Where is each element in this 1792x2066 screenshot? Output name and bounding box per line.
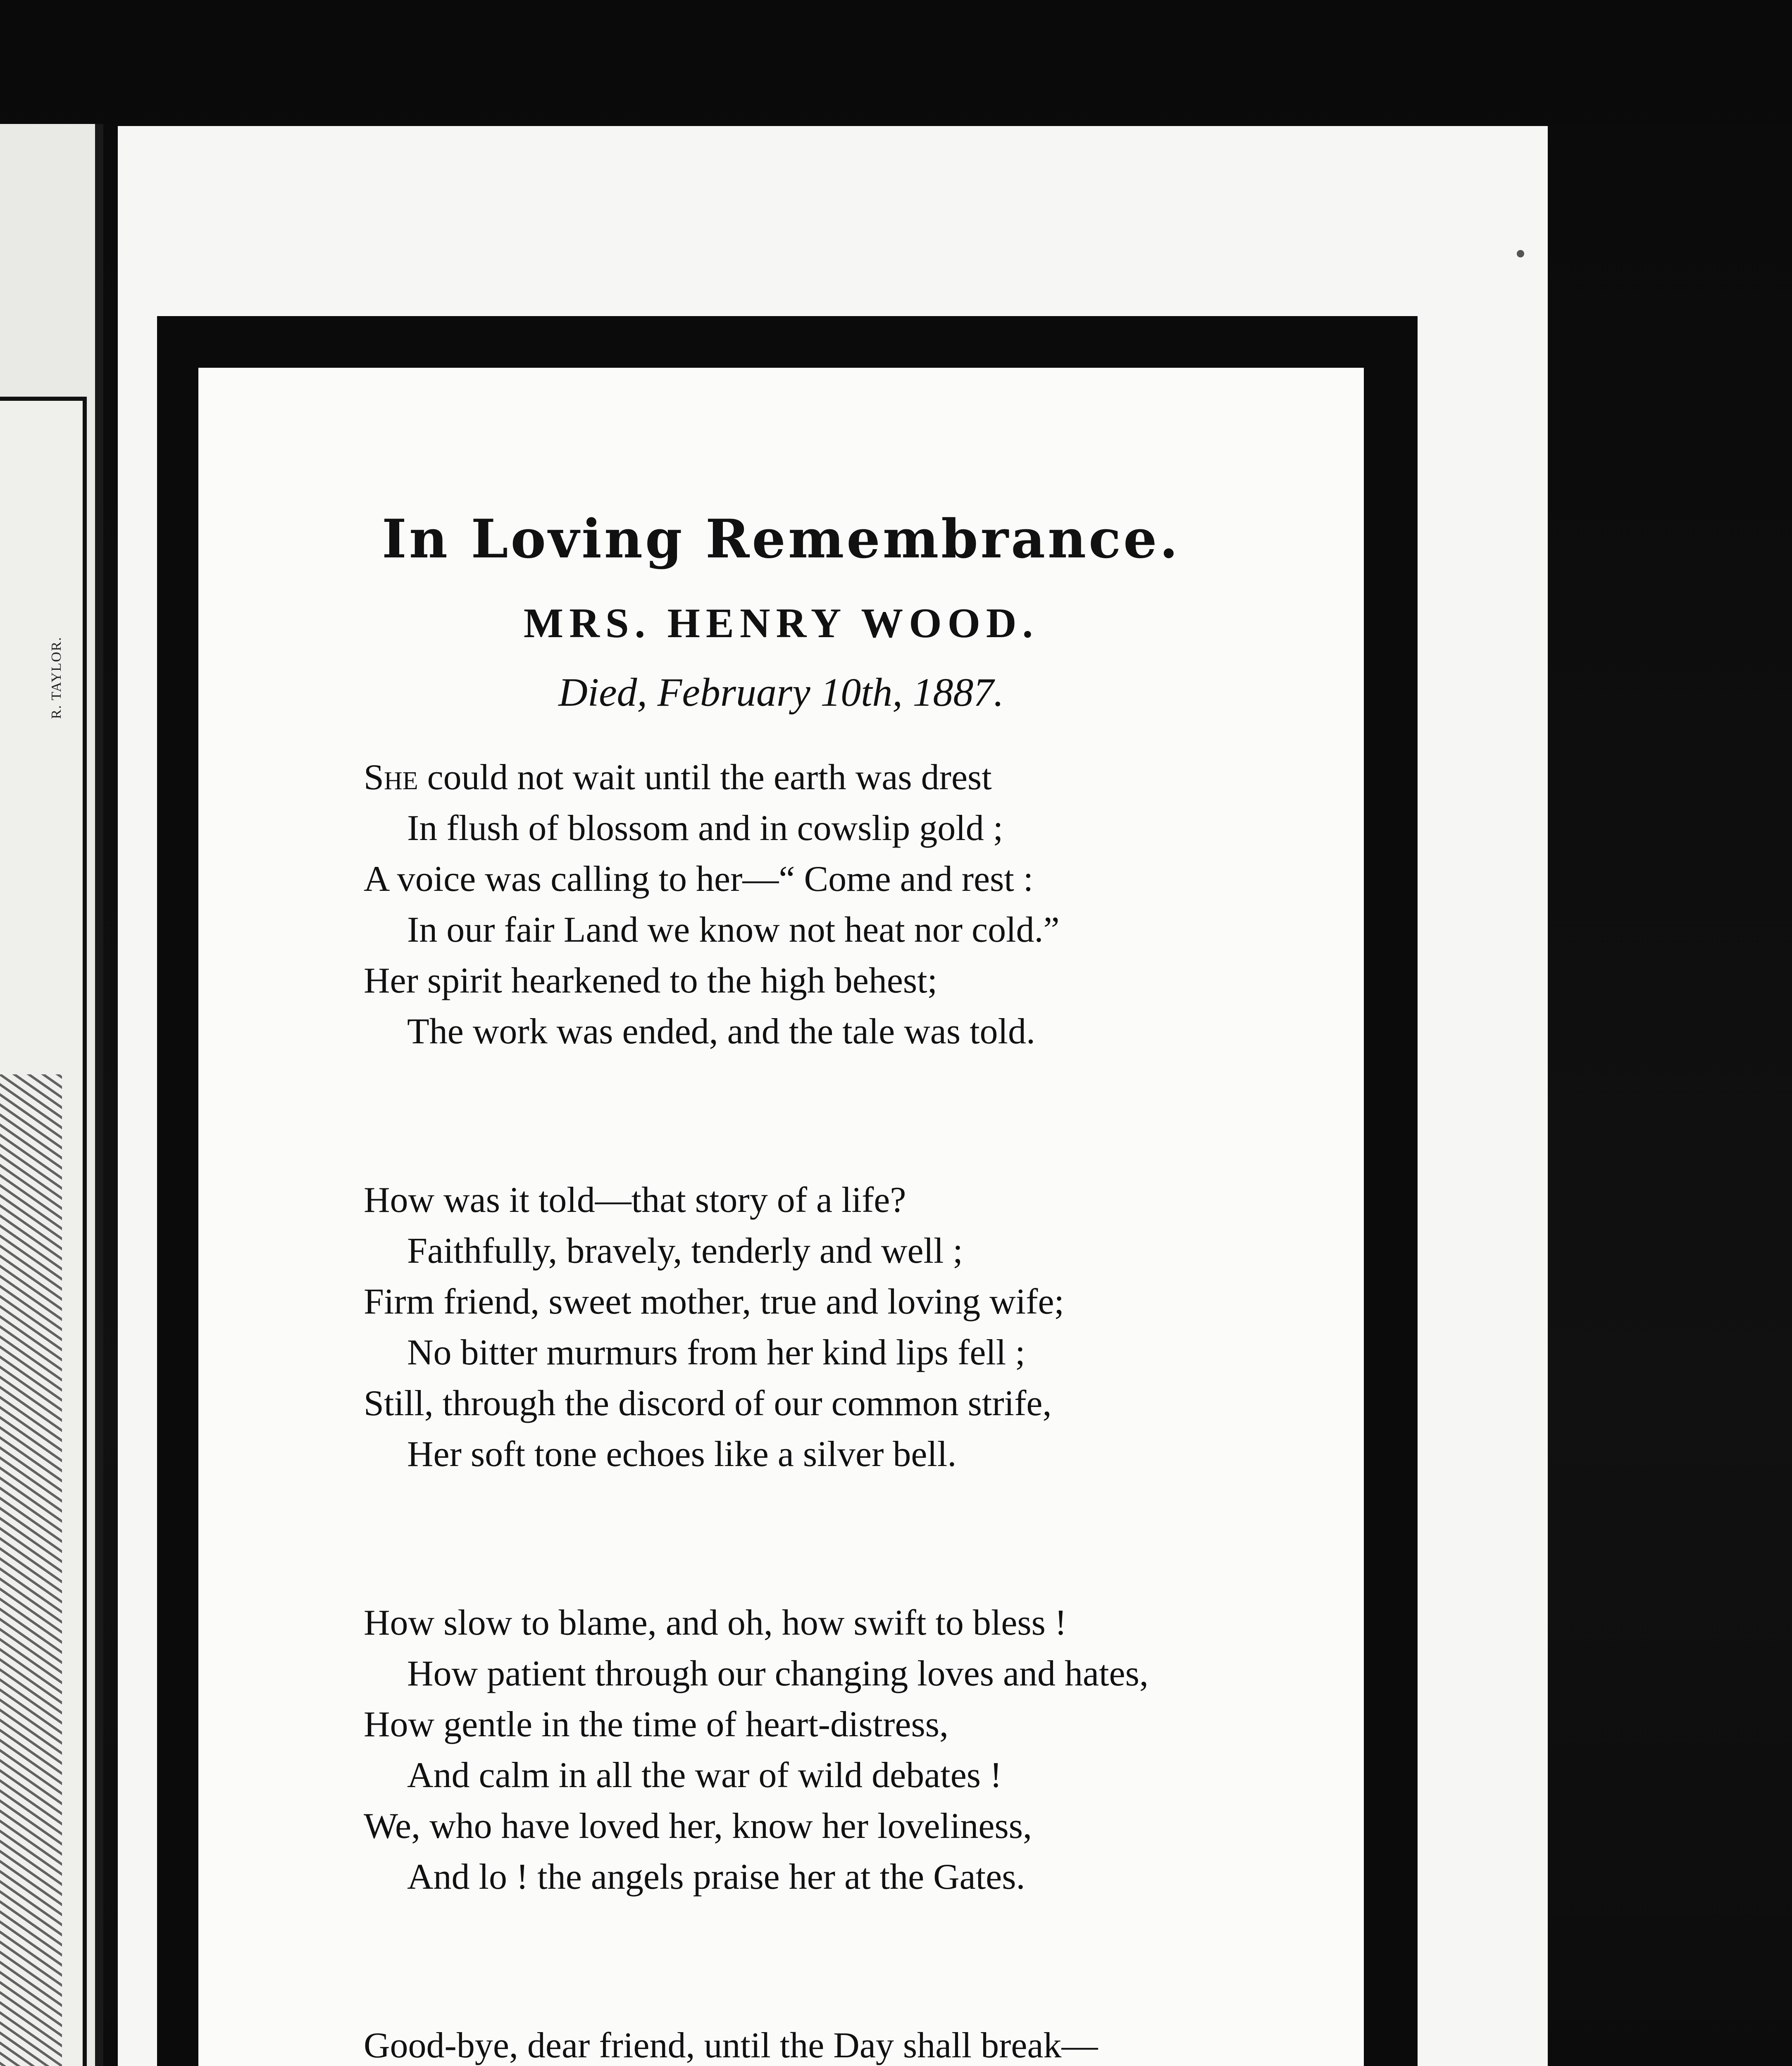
memorial-name: MRS. HENRY WOOD.	[523, 600, 1039, 647]
poem-line: How slow to blame, and oh, how swift to bless !	[364, 1603, 1067, 1643]
poem-line: And calm in all the war of wild debates !	[407, 1755, 1002, 1795]
poem-line: Good-bye, dear friend, until the Day shall break—	[364, 2026, 1098, 2066]
poem-line	[364, 752, 1314, 803]
memorial-heading: In Loving Remembrance.	[382, 508, 1180, 570]
poem-line: How was it told—that story of a life?	[364, 1180, 906, 1220]
poem-line: In flush of blossom and in cowslip gold ;	[407, 808, 1003, 848]
poem-line: Firm friend, sweet mother, true and loving wife;	[364, 1282, 1064, 1322]
memorial-died-date: Died, February 10th, 1887.	[558, 670, 1004, 715]
poem-line: The work was ended, and the tale was told.	[407, 1012, 1035, 1052]
mourning-border	[157, 316, 1418, 2066]
adjacent-page	[0, 124, 103, 2066]
poem-line: In our fair Land we know not heat nor cold.”	[407, 910, 1060, 950]
poem-stanza-3	[364, 1597, 1314, 1902]
poem-line: And lo ! the angels praise her at the Gates.	[407, 1857, 1025, 1897]
poem-line: Her soft tone echoes like a silver bell.	[407, 1434, 957, 1474]
poem-line: We, who have loved her, know her loveliness,	[364, 1806, 1032, 1846]
poem-line: How gentle in the time of heart-distress,	[364, 1704, 948, 1745]
poem-stanza-2	[364, 1175, 1314, 1480]
poem-line: No bitter murmurs from her kind lips fell ;	[407, 1333, 1025, 1373]
poem-line-rest: could not wait until the earth was drest	[418, 757, 992, 797]
poem-line: Still, through the discord of our common strife,	[364, 1383, 1052, 1423]
adjacent-page-illustration	[0, 1074, 62, 2066]
poem-line-first-word: She	[364, 757, 418, 797]
memorial-card	[198, 368, 1364, 2066]
poem-stanza-4	[364, 2020, 1314, 2066]
poem	[364, 752, 1314, 2066]
page-speck	[1517, 250, 1524, 257]
page	[118, 126, 1548, 2066]
adjacent-page-credit-top: R. TAYLOR.	[49, 636, 64, 719]
poem-line: Faithfully, bravely, tenderly and well ;	[407, 1231, 963, 1271]
poem-line: A voice was calling to her—“ Come and rest :	[364, 859, 1034, 899]
poem-line: Her spirit hearkened to the high behest;	[364, 961, 938, 1001]
poem-stanza-1	[364, 752, 1314, 1057]
poem-line: How patient through our changing loves and hates,	[407, 1654, 1149, 1694]
